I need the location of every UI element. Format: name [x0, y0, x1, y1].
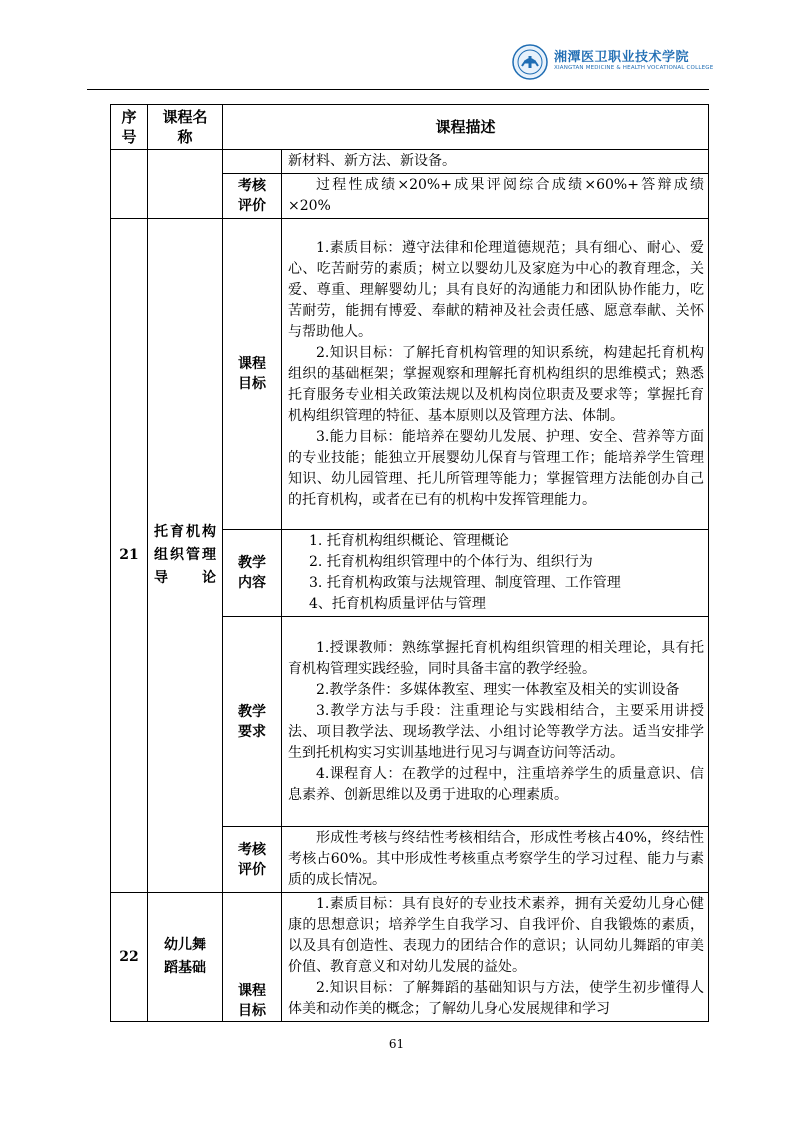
desc-text: 形成性考核与终结性考核相结合，形成性考核占40%，终结性考核占60%。其中形成性考核重点考察学生的学习过程、能力与素质的成长情况。 [288, 830, 705, 888]
header-seq: 序号 [111, 105, 148, 150]
list-item: 1. 托育机构组织概论、管理概论 [309, 533, 509, 549]
content-label: 教学内容 [223, 530, 282, 617]
req-desc-cell [282, 617, 709, 827]
eval-desc-cell [282, 827, 709, 893]
seq-cell-empty [111, 150, 148, 219]
course-number: 21 [111, 219, 148, 893]
sub-cell-empty [223, 150, 282, 174]
header-rule [87, 89, 709, 90]
college-logo-icon [512, 44, 548, 80]
desc-text: 2.教学条件：多媒体教室、理实一体教室及相关的实训设备 [316, 681, 680, 698]
list-item: 2. 托育机构组织管理中的个体行为、组织行为 [309, 554, 593, 570]
goal-label: 课程目标 [223, 219, 282, 530]
table-row [111, 219, 709, 530]
course-desc-cell [282, 150, 709, 174]
list-item: 4、托育机构质量评估与管理 [309, 596, 486, 612]
desc-text: 3.能力目标：能培养在婴幼儿发展、护理、安全、营养等方面的专业技能；能独立开展婴幼儿保育与管理工作；能培养学生管理知识、幼儿园管理、托儿所管理等能力；掌握管理方法能创办自己的托育机构，或者在已有的机构中发挥管理能力。 [288, 428, 705, 508]
college-name-cn: 湘潭医卫职业技术学院 [554, 50, 690, 65]
header-desc: 课程描述 [223, 105, 709, 150]
eval-label: 考核评价 [223, 827, 282, 893]
course-name: 幼儿舞蹈基础 [148, 893, 223, 1022]
header-name: 课程名称 [148, 105, 223, 150]
page-number: 61 [388, 1037, 405, 1051]
content-desc-cell [282, 530, 709, 617]
eval-label: 考核评价 [223, 174, 282, 219]
course-number: 22 [111, 893, 148, 1022]
desc-text: 2.知识目标：了解托育机构管理的知识系统，构建起托育机构组织的基础框架；掌握观察和理解托育机构组织的思维模式；熟悉托育服务专业相关政策法规以及机构岗位职责及要求等；掌握托育机构组织管理的特征、基本原则以及管理方法、体制。 [288, 344, 705, 424]
goal-label: 课程目标 [223, 893, 282, 1022]
desc-text: 2.知识目标：了解舞蹈的基础知识与方法，使学生初步懂得人体美和动作美的概念；了解幼儿身心发展规律和学习 [288, 980, 705, 1017]
course-table [110, 104, 709, 1022]
req-label: 教学要求 [223, 617, 282, 827]
name-cell-empty [148, 150, 223, 219]
eval-desc-cell [282, 174, 709, 219]
college-name-en: XIANGTAN MEDICINE & HEALTH VOCATIONAL COLLEGE [554, 65, 714, 71]
desc-text: 3.教学方法与手段：注重理论与实践相结合，主要采用讲授法、项目教学法、现场教学法、小组讨论等教学方法。适当安排学生到托机构实习实训基地进行见习与调查访问等活动。 [288, 702, 705, 761]
table-row [111, 150, 709, 174]
course-name: 托育机构组织管理导论 [148, 219, 223, 893]
table-row [111, 893, 709, 1022]
desc-text: 过程性成绩×20%+成果评阅综合成绩×60%+答辩成绩×20% [288, 177, 705, 214]
list-item: 3. 托育机构政策与法规管理、制度管理、工作管理 [309, 575, 621, 591]
desc-text: 新材料、新方法、新设备。 [288, 153, 456, 169]
desc-text: 1.素质目标：遵守法律和伦理道德规范；具有细心、耐心、爱心、吃苦耐劳的素质；树立以婴幼儿及家庭为中心的教育理念，关爱、尊重、理解婴幼儿；具有良好的沟通能力和团队协作能力，吃苦耐劳，能拥有博爱、奉献的精神及社会责任感、愿意奉献、关怀与帮助他人。 [288, 239, 705, 340]
college-header [512, 44, 712, 80]
desc-text: 4.课程育人：在教学的过程中，注重培养学生的质量意识、信息素养、创新思维以及勇于进取的心理素质。 [288, 765, 705, 803]
goal-desc-cell [282, 219, 709, 530]
header-row [111, 105, 709, 150]
goal-desc-cell [282, 893, 709, 1022]
desc-text: 1.授课教师：熟练掌握托育机构组织管理的相关理论，具有托育机构管理实践经验，同时具备丰富的教学经验。 [288, 639, 705, 677]
desc-text: 1.素质目标：具有良好的专业技术素养，拥有关爱幼儿身心健康的思想意识；培养学生自我学习、自我评价、自我锻炼的素质，以及具有创造性、表现力的团结合作的意识；认同幼儿舞蹈的审美价值、教育意义和对幼儿发展的益处。 [288, 896, 705, 975]
